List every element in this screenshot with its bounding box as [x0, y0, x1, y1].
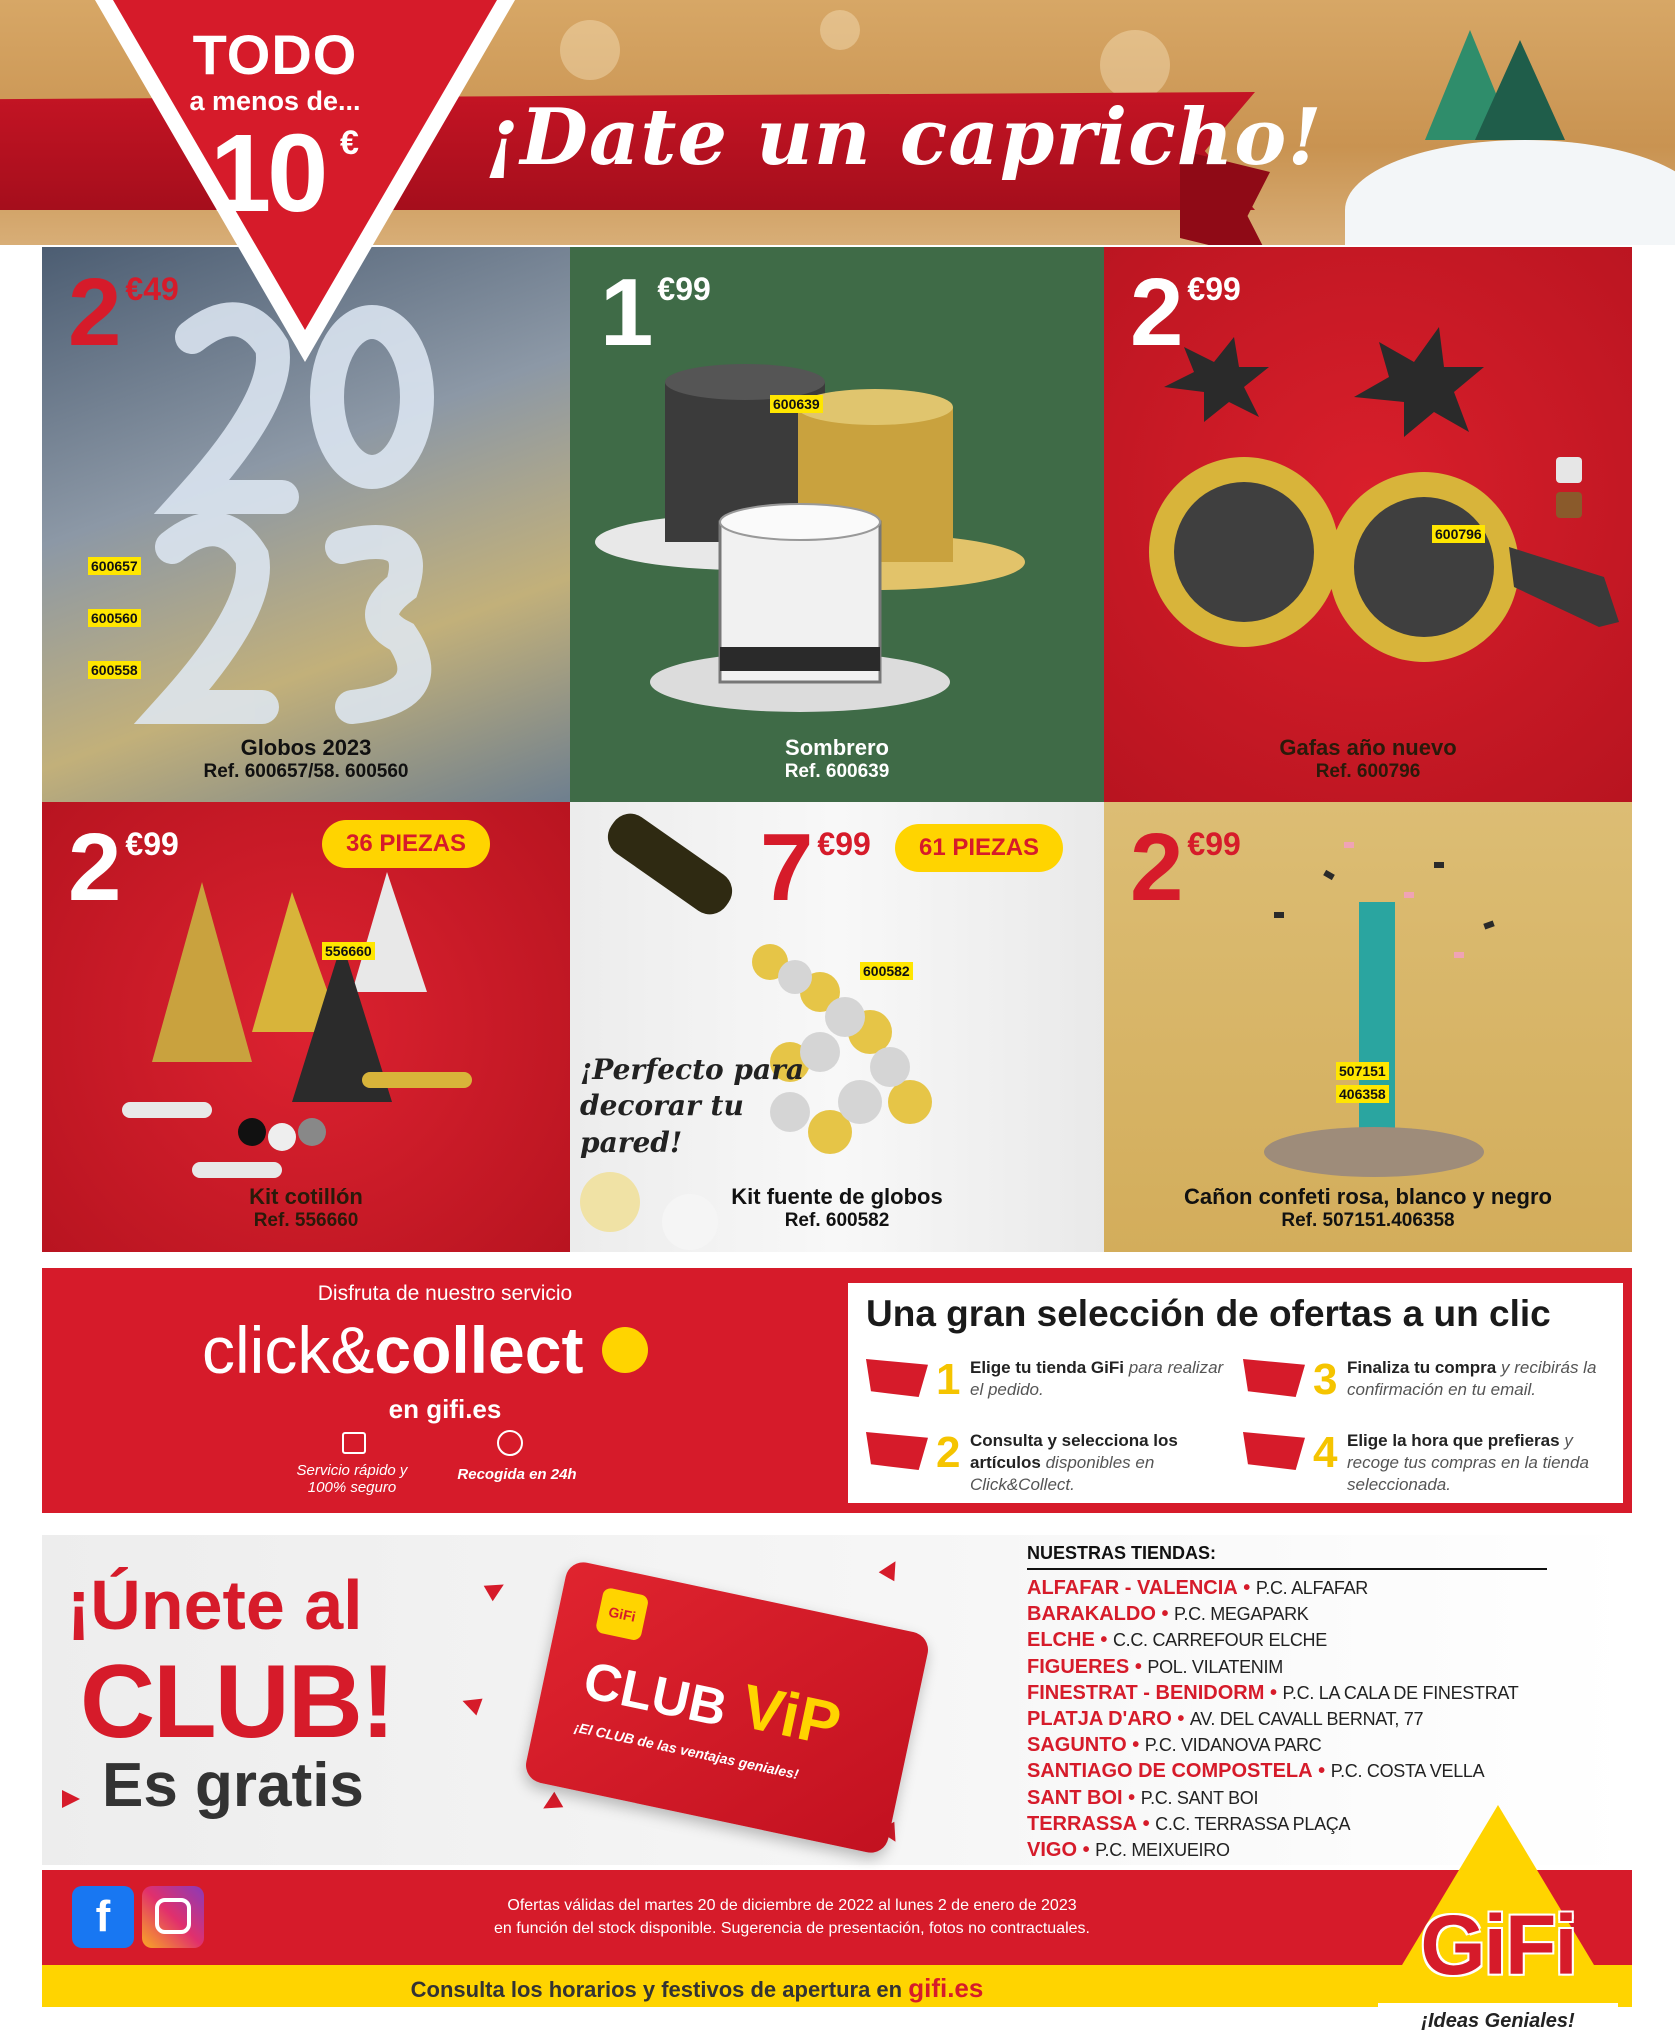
step-text	[1347, 1357, 1612, 1401]
facebook-icon[interactable]: f	[72, 1886, 134, 1948]
store-city: BARAKALDO	[1027, 1603, 1156, 1626]
store-item[interactable]	[1027, 1575, 1518, 1601]
price-integer: 2	[68, 259, 122, 366]
product-name: Kit fuente de globos	[731, 1184, 943, 1209]
stores-title: NUESTRAS TIENDAS:	[1027, 1543, 1547, 1570]
cc-steps-panel	[848, 1283, 1623, 1503]
bullet-icon: •	[1318, 1760, 1326, 1783]
product-ref: Ref. 600639	[784, 761, 890, 782]
bullet-icon: •	[1161, 1603, 1169, 1626]
step-number: 2	[936, 1428, 961, 1477]
store-mall: P.C. MEIXUEIRO	[1095, 1840, 1230, 1861]
step-text	[970, 1430, 1235, 1496]
store-item[interactable]	[1027, 1627, 1518, 1653]
legal-text	[342, 1894, 1242, 1940]
price-integer: 2	[1130, 814, 1184, 921]
cc-feature-pickup: Recogida en 24h	[457, 1466, 577, 1483]
bag-icon	[1243, 1359, 1305, 1397]
bullet-icon: •	[1100, 1629, 1108, 1652]
cc-site-link[interactable]: en gifi.es	[388, 1394, 502, 1424]
product-code: 600796	[1432, 525, 1485, 543]
product-ref: Ref. 600582	[784, 1210, 890, 1231]
bullet-icon: •	[1142, 1812, 1150, 1835]
bullet-icon: •	[1269, 1681, 1277, 1704]
legal-line: Ofertas válidas del martes 20 de diciembre de 2022 al lunes 2 de enero de 2023	[507, 1897, 1077, 1914]
product-ref: Ref. 507151.406358	[1281, 1210, 1455, 1231]
pieces-badge: 36 PIEZAS	[322, 820, 490, 868]
color-swatch[interactable]	[1556, 492, 1582, 518]
step-rest: y recoge tus compras en la tienda seleccionada.	[1347, 1431, 1589, 1495]
step-text	[970, 1357, 1235, 1401]
store-mall: POL. VILATENIM	[1147, 1656, 1283, 1677]
bullet-icon: •	[1243, 1577, 1251, 1599]
club-join: ¡Únete al	[67, 1566, 363, 1644]
step-number: 1	[936, 1355, 961, 1404]
product-tile-cotillon[interactable]	[42, 802, 570, 1252]
product-price	[760, 814, 871, 921]
phone-icon	[866, 1359, 928, 1397]
product-price	[1130, 814, 1241, 921]
product-name: Globos 2023	[240, 735, 372, 760]
cc-logo-bold: collect	[374, 1313, 584, 1387]
store-mall: P.C. SANT BOI	[1140, 1787, 1259, 1808]
product-code: 507151	[1336, 1062, 1389, 1080]
card-club: CLUB	[578, 1651, 732, 1739]
store-item[interactable]	[1027, 1706, 1518, 1732]
cc-feature-secure: Servicio rápido y 100% seguro	[296, 1462, 408, 1496]
store-city: FINESTRAT - BENIDORM	[1027, 1681, 1265, 1704]
store-mall: C.C. TERRASSA PLAÇA	[1155, 1813, 1351, 1834]
product-code: 556660	[322, 942, 375, 960]
store-city: PLATJA D'ARO	[1027, 1708, 1172, 1731]
store-city: ELCHE	[1027, 1629, 1095, 1652]
club-free: Es gratis	[102, 1751, 364, 1820]
page-slogan: ¡Date un capricho!	[485, 92, 1323, 183]
legal-line: en función del stock disponible. Sugerencia de presentación, fotos no contractuales.	[494, 1920, 1090, 1938]
product-code: 600560	[88, 609, 141, 627]
instagram-glyph	[155, 1898, 191, 1934]
bullet-icon: •	[1128, 1786, 1136, 1809]
card-vip: ViP	[735, 1671, 847, 1761]
hand-icon	[1243, 1432, 1305, 1470]
store-mall: P.C. LA CALA DE FINESTRAT	[1282, 1682, 1519, 1703]
store-city: SANTIAGO DE COMPOSTELA	[1027, 1760, 1313, 1783]
price-decimal: €99	[657, 271, 711, 307]
badge-subtitle: a menos de...	[189, 86, 361, 116]
step-bold: Finaliza tu compra	[1347, 1358, 1497, 1377]
hours-label: Consulta los horarios y festivos de apertura en	[410, 1977, 903, 2002]
hours-link[interactable]: gifi.es	[908, 1973, 984, 2003]
bullet-icon: •	[1134, 1655, 1142, 1678]
snow-decoration	[1345, 140, 1675, 245]
cc-step	[1243, 1355, 1613, 1435]
cc-step	[1243, 1428, 1613, 1508]
badge-currency: €	[340, 124, 359, 162]
hours-text	[42, 1973, 1352, 2004]
tree-icon	[1475, 40, 1565, 140]
step-bold: Consulta y selecciona los artículos	[970, 1431, 1178, 1473]
clock-icon	[497, 1430, 523, 1456]
product-price	[600, 259, 711, 366]
product-name: Sombrero	[785, 735, 889, 760]
cursor-icon	[602, 1327, 648, 1373]
product-name: Cañon confeti rosa, blanco y negro	[1184, 1184, 1552, 1209]
store-city: FIGUERES	[1027, 1655, 1130, 1678]
product-ref: Ref. 600796	[1315, 761, 1421, 782]
store-item[interactable]	[1027, 1601, 1518, 1627]
store-mall: C.C. CARREFOUR ELCHE	[1112, 1630, 1327, 1651]
cc-logo-light: click&	[202, 1313, 375, 1387]
step-bold: Elige la hora que prefieras	[1347, 1431, 1560, 1450]
step-rest: disponibles en Click&Collect.	[970, 1453, 1155, 1495]
bokeh-decoration	[1100, 30, 1170, 100]
click-collect-section	[42, 1268, 1632, 1513]
instagram-icon[interactable]	[142, 1886, 204, 1948]
product-tile-confeti[interactable]	[1104, 802, 1632, 1252]
price-decimal: €49	[125, 271, 179, 307]
product-ref: Ref. 600657/58. 600560	[203, 761, 409, 782]
card-brand: GiFi	[595, 1587, 650, 1642]
store-mall: P.C. MEGAPARK	[1174, 1604, 1309, 1625]
book-icon	[866, 1432, 928, 1470]
store-mall: P.C. ALFAFAR	[1255, 1578, 1369, 1598]
arrow-icon	[62, 1790, 80, 1808]
bullet-icon: •	[1082, 1839, 1090, 1862]
product-name: Kit cotillón	[249, 1184, 363, 1209]
club-vip-card[interactable]	[523, 1559, 932, 1856]
product-code: 406358	[1336, 1085, 1389, 1103]
price-decimal: €99	[125, 826, 179, 862]
price-integer: 7	[760, 814, 814, 921]
price-decimal: €99	[1187, 826, 1241, 862]
price-integer: 2	[68, 814, 122, 921]
cc-step	[866, 1428, 1236, 1508]
gifi-logo[interactable]	[1378, 1805, 1618, 2040]
product-price	[1130, 259, 1241, 366]
store-city: TERRASSA	[1027, 1812, 1138, 1835]
bokeh-decoration	[560, 20, 620, 80]
step-number: 4	[1313, 1428, 1338, 1477]
price-decimal: €99	[1187, 271, 1241, 307]
color-swatch[interactable]	[1556, 457, 1582, 483]
price-integer: 1	[600, 259, 654, 366]
club-title: CLUB!	[80, 1644, 394, 1760]
logo-word: GiFi	[1420, 1898, 1576, 1992]
cc-intro: Disfruta de nuestro servicio	[317, 1282, 573, 1305]
badge-todo: TODO	[192, 23, 358, 86]
product-code: 600582	[860, 962, 913, 980]
arrow-icon	[484, 1577, 509, 1602]
store-city: VIGO	[1027, 1839, 1078, 1862]
card-subtitle: ¡El CLUB de las ventajas geniales!	[573, 1718, 801, 1783]
arrow-icon	[879, 1557, 904, 1582]
arrow-icon	[539, 1792, 564, 1817]
logo-tagline: ¡Ideas Geniales!	[1378, 2003, 1618, 2040]
product-code: 600639	[770, 395, 823, 413]
store-item[interactable]	[1027, 1758, 1518, 1784]
badge-price: 10	[210, 112, 325, 235]
product-price	[68, 259, 179, 366]
product-code: 600657	[88, 557, 141, 575]
bullet-icon: •	[1132, 1734, 1140, 1757]
pieces-badge: 61 PIEZAS	[895, 824, 1063, 872]
store-mall: P.C. VIDANOVA PARC	[1144, 1735, 1322, 1756]
product-tile-gafas[interactable]	[1104, 247, 1632, 802]
store-city: SAGUNTO	[1027, 1734, 1127, 1757]
bokeh-decoration	[820, 10, 860, 50]
product-tile-sombrero[interactable]	[570, 247, 1104, 802]
store-city: SANT BOI	[1027, 1786, 1123, 1809]
promo-callout: ¡Perfecto para decorar tu pared!	[580, 1053, 805, 1159]
product-ref: Ref. 556660	[253, 1210, 359, 1231]
phone-icon	[342, 1432, 366, 1454]
store-item[interactable]	[1027, 1732, 1518, 1758]
arrow-icon	[459, 1692, 482, 1715]
product-code: 600558	[88, 661, 141, 679]
store-item[interactable]	[1027, 1654, 1518, 1680]
step-rest: y recibirás la confirmación en tu email.	[1347, 1358, 1597, 1400]
store-mall: AV. DEL CAVALL BERNAT, 77	[1189, 1709, 1424, 1730]
product-tile-fuente-globos[interactable]	[570, 802, 1104, 1252]
product-name: Gafas año nuevo	[1279, 735, 1457, 760]
price-decimal: €99	[817, 826, 871, 862]
step-text	[1347, 1430, 1612, 1496]
bullet-icon: •	[1177, 1708, 1185, 1731]
step-bold: Elige tu tienda GiFi	[970, 1358, 1124, 1377]
cc-title: Una gran selección de ofertas a un clic	[866, 1293, 1551, 1334]
step-rest: para realizar el pedido.	[970, 1358, 1224, 1400]
step-number: 3	[1313, 1355, 1338, 1404]
price-integer: 2	[1130, 259, 1184, 366]
product-price	[68, 814, 179, 921]
store-mall: P.C. COSTA VELLA	[1330, 1761, 1485, 1782]
cc-logo	[202, 1312, 648, 1388]
store-city: ALFAFAR - VALENCIA	[1027, 1577, 1238, 1599]
store-item[interactable]	[1027, 1680, 1518, 1706]
cc-step	[866, 1355, 1236, 1435]
